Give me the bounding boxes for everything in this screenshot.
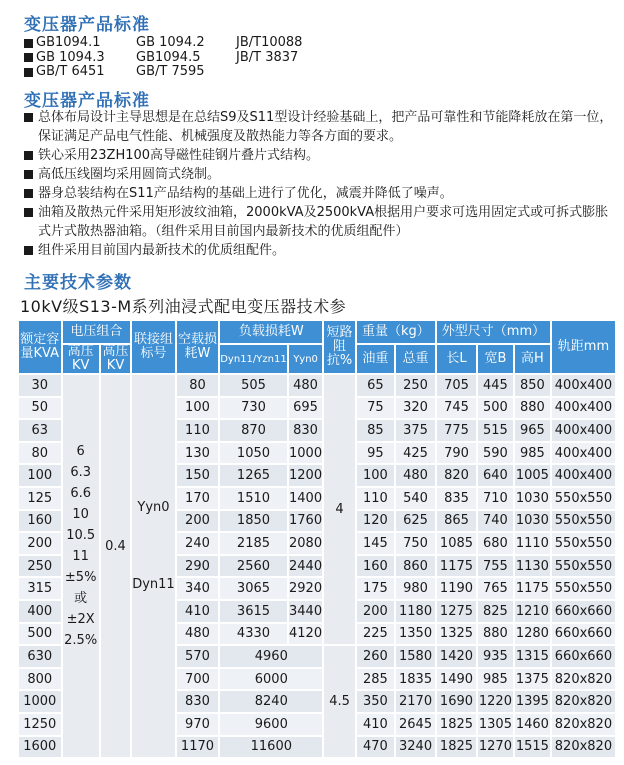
cell-capacity: 800: [19, 669, 61, 690]
cell-capacity: 50: [19, 398, 61, 419]
header-hv: 高压KV: [63, 345, 99, 373]
cell-total: 480: [396, 465, 435, 486]
cell-load-dyn11: 730: [220, 398, 286, 419]
cell-capacity: 315: [19, 578, 61, 599]
cell-hei: 1030: [515, 488, 550, 509]
cell-oil: 100: [357, 465, 394, 486]
feature-list: [24, 108, 614, 260]
feature-item: [24, 203, 614, 241]
cell-noload: 240: [177, 533, 219, 554]
square-bullet-icon: [24, 68, 33, 77]
cell-len: 1275: [437, 601, 476, 622]
cell-connection-merged: [132, 375, 175, 757]
cell-wid: 1220: [478, 691, 513, 712]
cell-total: 980: [396, 578, 435, 599]
cell-len: 1490: [437, 669, 476, 690]
cell-gauge: 820x820: [552, 691, 615, 712]
feature-text: 组件采用目前国内最新技术的优质组配件。: [38, 243, 286, 258]
hv-option: 或: [74, 591, 88, 607]
header-dims: 外型尺寸（mm）: [437, 321, 550, 343]
cell-load-dyn11: 1850: [220, 511, 286, 532]
cell-total: 3240: [396, 737, 435, 758]
cell-total: 625: [396, 511, 435, 532]
cell-wid: 880: [478, 624, 513, 645]
cell-wid: 985: [478, 669, 513, 690]
cell-lv-merged: 0.4: [101, 375, 130, 757]
hv-option: 10: [72, 507, 89, 523]
cell-hei: 1280: [515, 624, 550, 645]
cell-oil: 145: [357, 533, 394, 554]
cell-hei: 1315: [515, 646, 550, 667]
cell-load: 9600: [220, 714, 322, 735]
header-load-dyn11: Dyn11/Yzn11: [220, 345, 286, 373]
standards-row: [24, 36, 356, 51]
cell-len: 835: [437, 488, 476, 509]
cell-impedance-a: 4: [324, 375, 354, 644]
cell-noload: 570: [177, 646, 219, 667]
cell-noload: 130: [177, 443, 219, 464]
cell-load-dyn11: 4330: [220, 624, 286, 645]
cell-gauge: 400x400: [552, 375, 615, 396]
header-hei: 高H: [515, 345, 550, 373]
cell-hei: 850: [515, 375, 550, 396]
cell-total: 425: [396, 443, 435, 464]
cell-load: 11600: [220, 737, 322, 758]
cell-noload: 340: [177, 578, 219, 599]
cell-wid: 710: [478, 488, 513, 509]
cell-len: 1190: [437, 578, 476, 599]
cell-wid: 500: [478, 398, 513, 419]
cell-oil: 75: [357, 398, 394, 419]
cell-len: 1690: [437, 691, 476, 712]
cell-gauge: 400x400: [552, 465, 615, 486]
cell-total: 1580: [396, 646, 435, 667]
header-connection: 联接组标号: [132, 321, 175, 373]
cell-hei: 1460: [515, 714, 550, 735]
hv-option: 10.5: [66, 528, 96, 544]
cell-total: 2170: [396, 691, 435, 712]
cell-total: 540: [396, 488, 435, 509]
header-oil: 油重: [357, 345, 394, 373]
cell-oil: 200: [357, 601, 394, 622]
cell-total: 1835: [396, 669, 435, 690]
cell-hei: 1110: [515, 533, 550, 554]
cell-noload: 700: [177, 669, 219, 690]
cell-gauge: 400x400: [552, 398, 615, 419]
square-bullet-icon: [24, 39, 33, 48]
cell-total: 2645: [396, 714, 435, 735]
cell-gauge: 550x550: [552, 488, 615, 509]
cell-load-yyn0: 3440: [289, 601, 323, 622]
cell-load-yyn0: 4120: [289, 624, 323, 645]
cell-len: 790: [437, 443, 476, 464]
cell-total: 750: [396, 533, 435, 554]
header-len: 长L: [437, 345, 476, 373]
cell-len: 1420: [437, 646, 476, 667]
standard-code: JB/T10088: [236, 35, 303, 50]
cell-hei: 1395: [515, 691, 550, 712]
hv-option: 2.5%: [64, 633, 98, 649]
cell-load-yyn0: 480: [289, 375, 323, 396]
cell-len: 775: [437, 420, 476, 441]
cell-gauge: 400x400: [552, 420, 615, 441]
cell-capacity: 160: [19, 511, 61, 532]
cell-capacity: 630: [19, 646, 61, 667]
cell-len: 1325: [437, 624, 476, 645]
header-total: 总重: [396, 345, 435, 373]
standard-code: JB/T 3837: [236, 49, 299, 65]
cell-load-yyn0: 2440: [289, 556, 323, 577]
cell-hei: 1175: [515, 578, 550, 599]
header-lv: 高压KV: [102, 344, 129, 373]
cell-hv-merged: [63, 375, 99, 757]
cell-total: 375: [396, 420, 435, 441]
cell-gauge: 400x400: [552, 443, 615, 464]
cell-gauge: 550x550: [552, 511, 615, 532]
cell-impedance-b: 4.5: [324, 646, 354, 757]
cell-noload: 410: [177, 601, 219, 622]
cell-load: 4960: [220, 646, 322, 667]
spec-table-body: [19, 375, 615, 757]
feature-text: 高低压线圈均采用圆筒式绕制。: [38, 167, 221, 182]
cell-wid: 590: [478, 443, 513, 464]
cell-oil: 65: [357, 375, 394, 396]
feature-text: 铁心采用23ZH100高导磁性硅钢片叠片式结构。: [38, 148, 320, 163]
header-load: 负载损耗W: [220, 321, 322, 343]
cell-noload: 1170: [177, 737, 219, 758]
cell-len: 1085: [437, 533, 476, 554]
feature-item: [24, 146, 614, 165]
cell-noload: 170: [177, 488, 219, 509]
cell-gauge: 660x660: [552, 601, 615, 622]
cell-capacity: 63: [19, 420, 61, 441]
cell-load-yyn0: 695: [289, 398, 323, 419]
cell-total: 250: [396, 375, 435, 396]
square-bullet-icon: [24, 170, 33, 179]
header-noload: 空载损耗W: [177, 321, 219, 373]
cell-load-yyn0: 1000: [289, 443, 323, 464]
cell-len: 745: [437, 398, 476, 419]
cell-load: 8240: [220, 691, 322, 712]
cell-load-dyn11: 1265: [220, 465, 286, 486]
cell-load: 6000: [220, 669, 322, 690]
cell-noload: 110: [177, 420, 219, 441]
cell-gauge: 550x550: [552, 578, 615, 599]
cell-wid: 1305: [478, 714, 513, 735]
cell-oil: 120: [357, 511, 394, 532]
cell-load-dyn11: 3615: [220, 601, 286, 622]
cell-load-dyn11: 505: [220, 375, 286, 396]
cell-load-yyn0: 1760: [289, 511, 323, 532]
cell-total: 1180: [396, 601, 435, 622]
cell-hei: 1515: [515, 737, 550, 758]
cell-hei: 1130: [515, 556, 550, 577]
standards-row: [24, 65, 356, 80]
cell-len: 705: [437, 375, 476, 396]
cell-capacity: 30: [19, 375, 61, 396]
cell-total: 1350: [396, 624, 435, 645]
table-row: [19, 375, 615, 396]
cell-hei: 985: [515, 443, 550, 464]
cell-noload: 150: [177, 465, 219, 486]
cell-load-yyn0: 830: [289, 420, 323, 441]
cell-oil: 225: [357, 624, 394, 645]
hv-option: ±2X: [66, 612, 95, 628]
cell-oil: 350: [357, 691, 394, 712]
cell-load-dyn11: 2185: [220, 533, 286, 554]
hv-option: 6: [76, 444, 85, 460]
cell-noload: 100: [177, 398, 219, 419]
cell-oil: 410: [357, 714, 394, 735]
cell-oil: 285: [357, 669, 394, 690]
standard-code: GB1094.1: [36, 35, 101, 50]
standard-code: GB/T 6451: [36, 64, 105, 79]
standards-row: [24, 51, 356, 66]
cell-len: 865: [437, 511, 476, 532]
cell-wid: 1270: [478, 737, 513, 758]
cell-load-dyn11: 870: [220, 420, 286, 441]
cell-total: 860: [396, 556, 435, 577]
standard-code: GB 1094.3: [36, 49, 105, 65]
cell-oil: 85: [357, 420, 394, 441]
cell-wid: 740: [478, 511, 513, 532]
cell-load-dyn11: 1510: [220, 488, 286, 509]
header-load-yyn0: Yyn0: [289, 345, 323, 373]
hv-option: 6.3: [70, 465, 92, 481]
cell-oil: 110: [357, 488, 394, 509]
cell-wid: 755: [478, 556, 513, 577]
feature-item: [24, 165, 614, 184]
cell-gauge: 820x820: [552, 714, 615, 735]
feature-item: [24, 241, 614, 260]
header-impedance: 短路阻抗%: [324, 321, 354, 373]
cell-noload: 480: [177, 624, 219, 645]
cell-hei: 1005: [515, 465, 550, 486]
standard-code: GB1094.5: [136, 49, 201, 65]
cell-wid: 935: [478, 646, 513, 667]
cell-noload: 830: [177, 691, 219, 712]
cell-gauge: 820x820: [552, 737, 615, 758]
header-capacity: 额定容量KVA: [19, 321, 61, 373]
cell-oil: 175: [357, 578, 394, 599]
header-gauge: 轨距mm: [552, 321, 615, 373]
feature-text: 油箱及散热元件采用矩形波纹油箱，2000kVA及2500kVA根据用户要求可选用固定式或可拆式膨胀式片式散热器油箱。（组件采用目前国内最新技术的优质组配件）: [38, 205, 609, 239]
square-bullet-icon: [24, 113, 33, 122]
square-bullet-icon: [24, 189, 33, 198]
square-bullet-icon: [24, 151, 33, 160]
cell-len: 1825: [437, 714, 476, 735]
cell-wid: 765: [478, 578, 513, 599]
cell-oil: 470: [357, 737, 394, 758]
square-bullet-icon: [24, 246, 33, 255]
cell-hei: 1375: [515, 669, 550, 690]
cell-load-yyn0: 1200: [289, 465, 323, 486]
cell-hei: 1210: [515, 601, 550, 622]
connection-b: Dyn11: [132, 577, 175, 593]
cell-capacity: 400: [19, 601, 61, 622]
cell-noload: 200: [177, 511, 219, 532]
cell-gauge: 820x820: [552, 669, 615, 690]
standard-code: GB 1094.2: [136, 35, 205, 50]
hv-option: 11: [72, 549, 89, 565]
cell-oil: 260: [357, 646, 394, 667]
square-bullet-icon: [24, 53, 33, 62]
cell-capacity: 1250: [19, 714, 61, 735]
feature-text: 器身总装结构在S11产品结构的基础上进行了优化，减震并降低了噪声。: [38, 186, 453, 201]
params-heading: 主要技术参数: [24, 273, 132, 293]
cell-oil: 95: [357, 443, 394, 464]
cell-len: 820: [437, 465, 476, 486]
cell-load-yyn0: 1400: [289, 488, 323, 509]
hv-option: ±5%: [64, 570, 97, 586]
cell-len: 1175: [437, 556, 476, 577]
cell-capacity: 500: [19, 624, 61, 645]
features-heading: 变压器产品标准: [24, 91, 150, 111]
cell-hei: 1030: [515, 511, 550, 532]
cell-capacity: 80: [19, 443, 61, 464]
cell-wid: 445: [478, 375, 513, 396]
cell-capacity: 100: [19, 465, 61, 486]
cell-load-yyn0: 2920: [289, 578, 323, 599]
cell-load-dyn11: 2560: [220, 556, 286, 577]
cell-noload: 970: [177, 714, 219, 735]
header-voltage-group: 电压组合: [63, 321, 131, 343]
header-weight: 重量（kg）: [357, 321, 435, 343]
cell-total: 320: [396, 398, 435, 419]
table-title: 10kV级S13-M系列油浸式配电变压器技术参: [20, 297, 347, 316]
cell-hei: 880: [515, 398, 550, 419]
cell-load-yyn0: 2080: [289, 533, 323, 554]
cell-noload: 290: [177, 556, 219, 577]
cell-capacity: 250: [19, 556, 61, 577]
cell-capacity: 1000: [19, 691, 61, 712]
standard-code: GB/T 7595: [136, 64, 205, 79]
cell-hei: 965: [515, 420, 550, 441]
connection-a: Yyn0: [137, 500, 170, 516]
feature-text: 总体布局设计主导思想是在总结S9及S11型设计经验基础上，把产品可靠性和节能降耗放在第一位，保证满足产品电气性能、机械强度及散热能力等各方面的要求。: [38, 110, 613, 144]
standards-list: [24, 36, 356, 80]
cell-noload: 80: [177, 375, 219, 396]
hv-option: 6.6: [70, 486, 92, 502]
cell-wid: 680: [478, 533, 513, 554]
cell-capacity: 1600: [19, 737, 61, 758]
feature-item: [24, 184, 614, 203]
cell-wid: 640: [478, 465, 513, 486]
cell-load-dyn11: 1050: [220, 443, 286, 464]
spec-table: [17, 319, 617, 759]
standards-heading: 变压器产品标准: [24, 15, 150, 35]
cell-len: 1825: [437, 737, 476, 758]
cell-gauge: 660x660: [552, 646, 615, 667]
cell-oil: 160: [357, 556, 394, 577]
cell-capacity: 125: [19, 488, 61, 509]
cell-wid: 825: [478, 601, 513, 622]
cell-gauge: 550x550: [552, 533, 615, 554]
cell-gauge: 660x660: [552, 624, 615, 645]
cell-capacity: 200: [19, 533, 61, 554]
square-bullet-icon: [24, 208, 33, 217]
cell-wid: 515: [478, 420, 513, 441]
cell-gauge: 550x550: [552, 556, 615, 577]
cell-load-dyn11: 3065: [220, 578, 286, 599]
header-wid: 宽B: [478, 345, 513, 373]
feature-item: [24, 108, 614, 146]
